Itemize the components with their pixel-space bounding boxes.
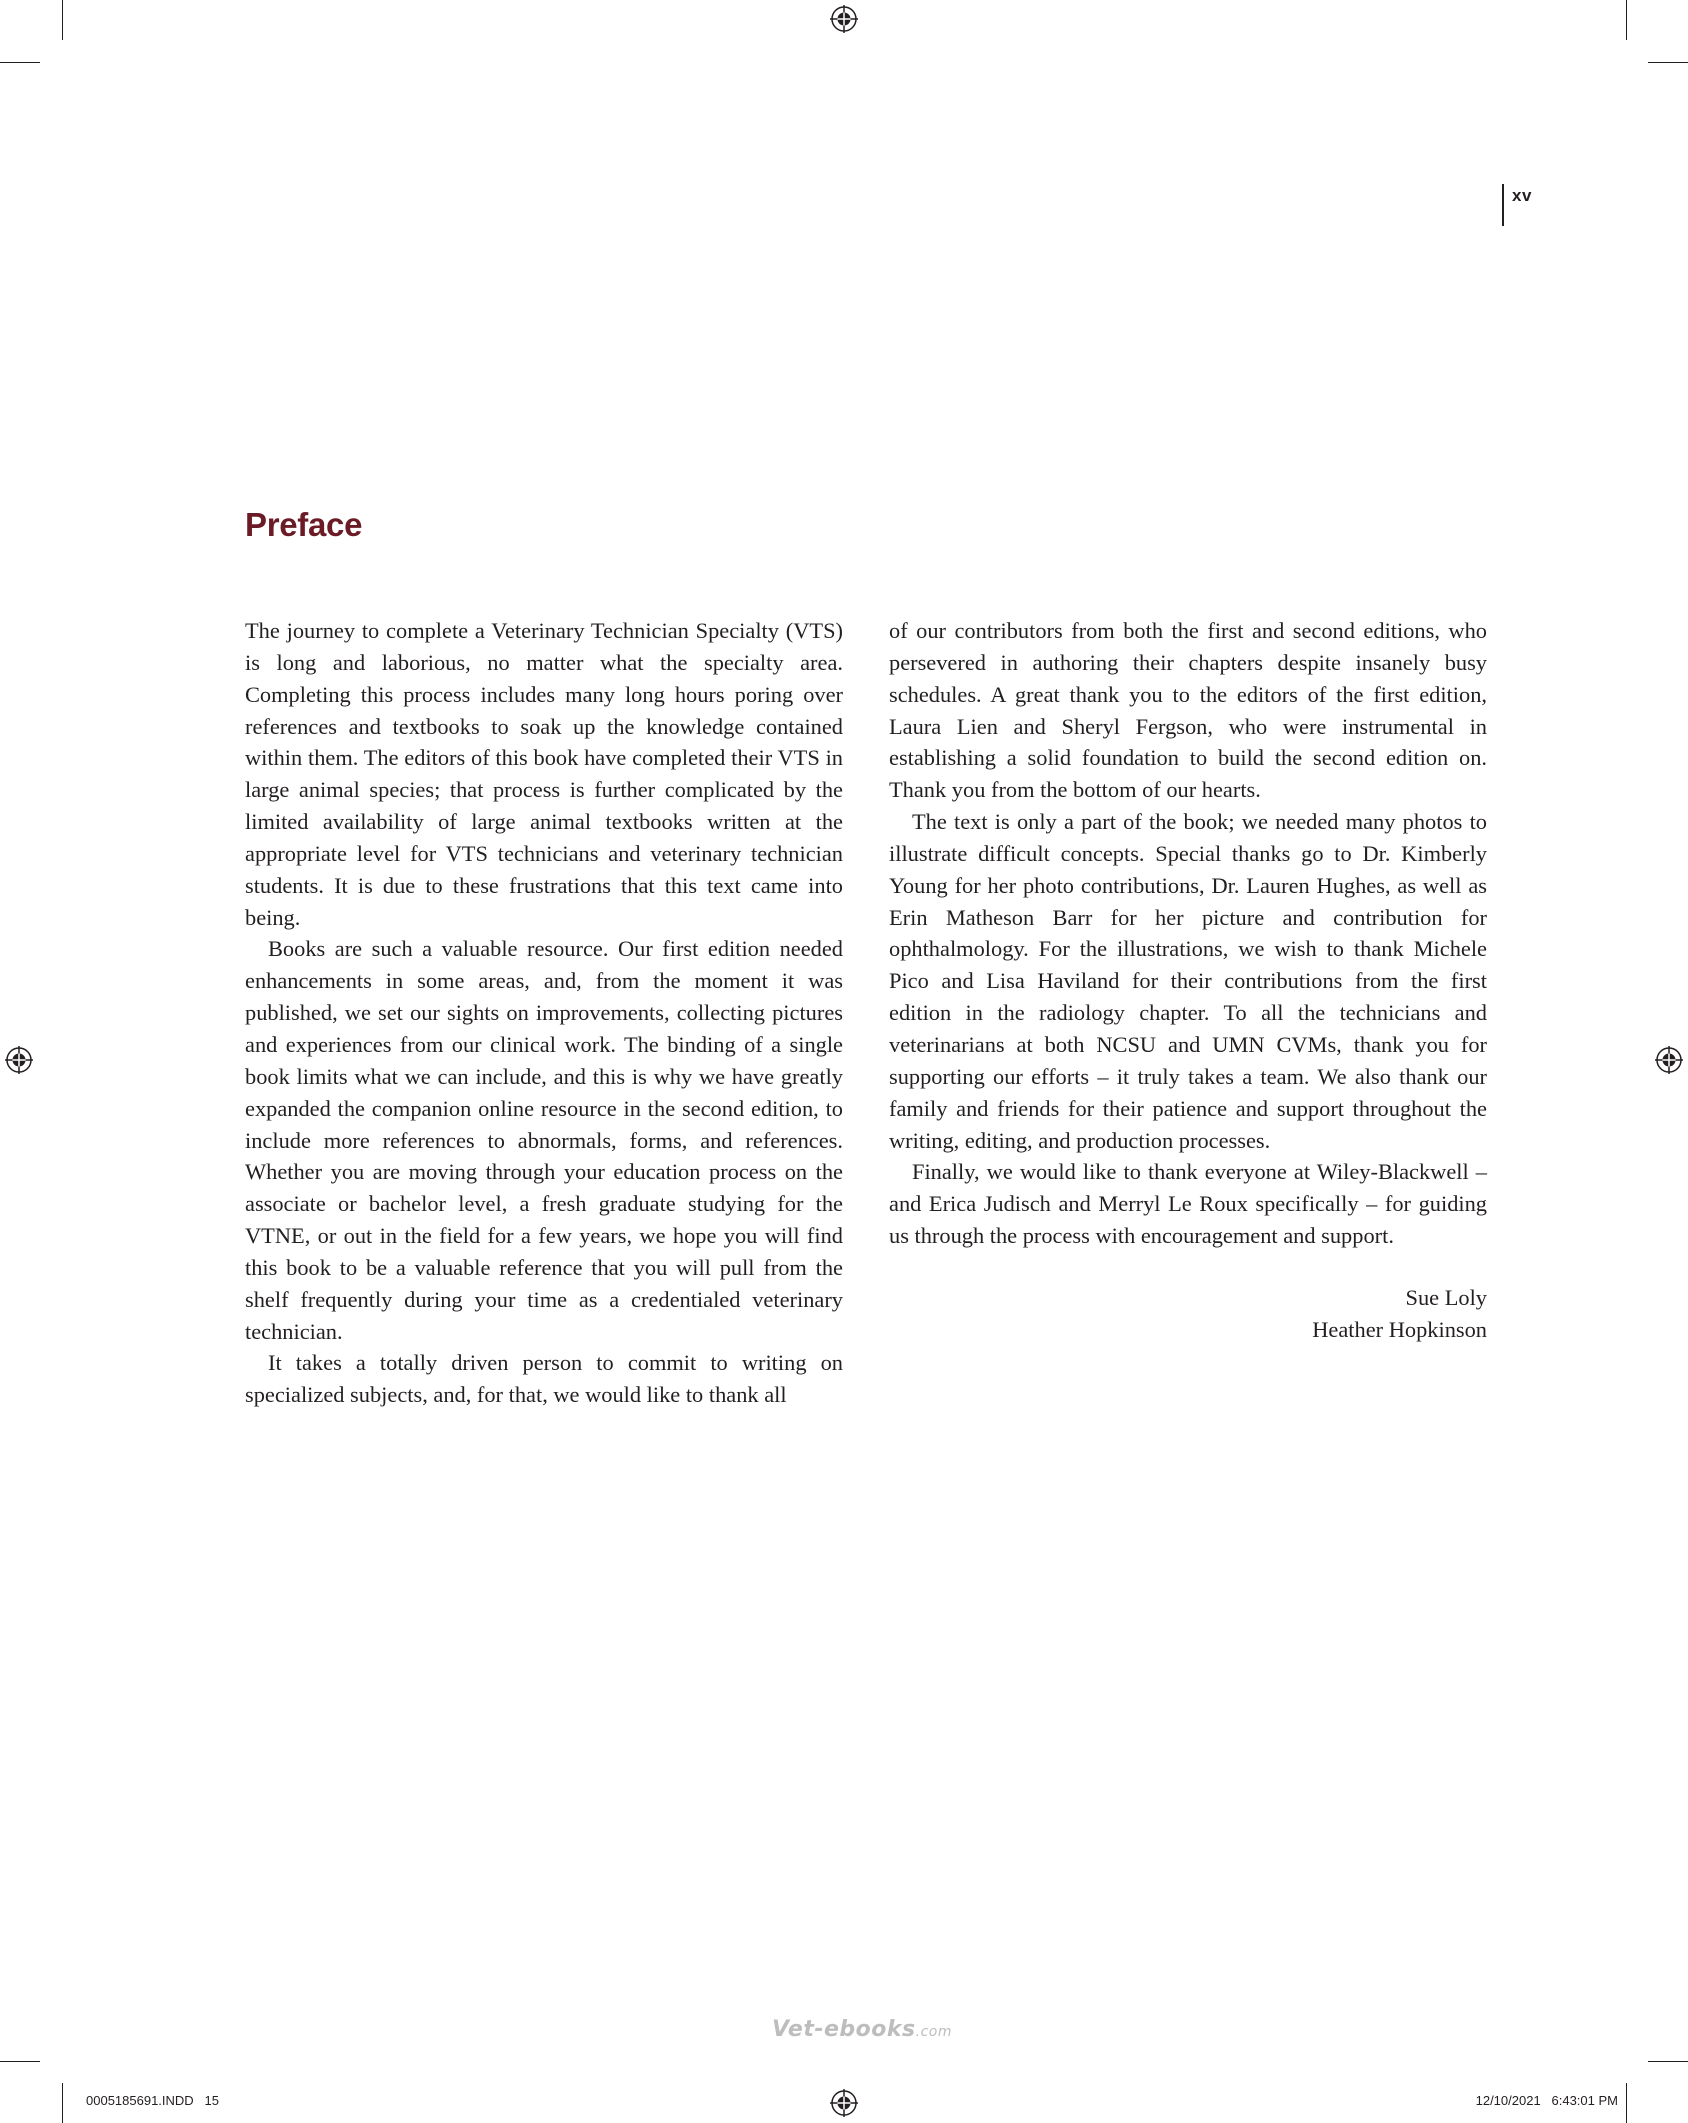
crop-mark	[0, 62, 40, 63]
paragraph: It takes a totally driven person to commit to writing on specialized subjects, and, for that, we would like to thank all	[245, 1350, 843, 1408]
slug-datetime: 12/10/2021 6:43:01 PM	[1475, 2093, 1618, 2108]
left-column	[245, 615, 843, 1411]
page-title: Preface	[245, 506, 363, 543]
registration-mark-icon	[1655, 1046, 1683, 1074]
paragraph: The text is only a part of the book; we needed many photos to illustrate difficult concepts. Special thanks go to Dr. Kimberly Young for her photo contributions, Dr. Lauren Hughes, as well as Erin Matheson Barr for her picture and contribution for ophthalmology. For the illustrations, we wish to thank Michele Pico and Lisa Haviland for their contributions from the first edition in the radiology chapter. To all the technicians and veterinarians at both NCSU and UMN CVMs, thank you for supporting our efforts – it truly takes a team. We also thank our family and friends for their patience and support throughout the writing, editing, and production processes.	[889, 809, 1487, 1153]
crop-mark	[1648, 62, 1688, 63]
registration-mark-icon	[830, 5, 858, 33]
crop-mark	[1648, 2061, 1688, 2062]
paragraph: Books are such a valuable resource. Our first edition needed enhancements in some areas, and, from the moment it was published, we set our sights on improvements, collecting pictures and experiences from our clinical work. The binding of a single book limits what we can include, and this is why we have greatly expanded the companion online resource in the second edition, to include more references to abnormals, forms, and references. Whether you are moving through your education process on the associate or bachelor level, a fresh graduate studying for the VTNE, or out in the field for a few years, we hope you will find this book to be a valuable reference that you will pull from the shelf frequently during your time as a credentialed veterinary technician.	[245, 936, 843, 1344]
right-column	[889, 615, 1487, 1346]
signatures	[889, 1282, 1487, 1346]
page-number: xv	[1512, 186, 1532, 205]
watermark-main: Vet-ebooks	[772, 2017, 916, 2042]
page-number-rule	[1502, 184, 1504, 226]
signature-name: Heather Hopkinson	[1312, 1316, 1487, 1342]
registration-mark-icon	[830, 2089, 858, 2117]
signature-name: Sue Loly	[1405, 1284, 1487, 1310]
paragraph: Finally, we would like to thank everyone at Wiley-Blackwell – and Erica Judisch and Merryl Le Roux specifically – for guiding us through the process with encouragement and support.	[889, 1159, 1487, 1249]
slug-file: 0005185691.INDD 15	[86, 2093, 219, 2108]
watermark-suffix: .com	[915, 2024, 952, 2040]
crop-mark	[0, 2061, 40, 2062]
crop-mark	[62, 0, 63, 40]
registration-mark-icon	[5, 1046, 33, 1074]
crop-mark	[1626, 2083, 1627, 2123]
paragraph: The journey to complete a Veterinary Technician Specialty (VTS) is long and laborious, no matter what the specialty area. Completing this process includes many long hours poring over references and textbooks to soak up the knowledge contained within them. The editors of this book have completed their VTS in large animal species; that process is further complicated by the limited availability of large animal textbooks written at the appropriate level for VTS technicians and veterinary technician students. It is due to these frustrations that this text came into being.	[245, 618, 843, 930]
crop-mark	[1626, 0, 1627, 40]
paragraph: of our contributors from both the first and second editions, who persevered in authoring their chapters despite insanely busy schedules. A great thank you to the editors of the first edition, Laura Lien and Sheryl Fergson, who were instrumental in establishing a solid foundation to build the second edition on. Thank you from the bottom of our hearts.	[889, 618, 1487, 803]
crop-mark	[62, 2083, 63, 2123]
watermark-logo	[772, 2017, 952, 2042]
